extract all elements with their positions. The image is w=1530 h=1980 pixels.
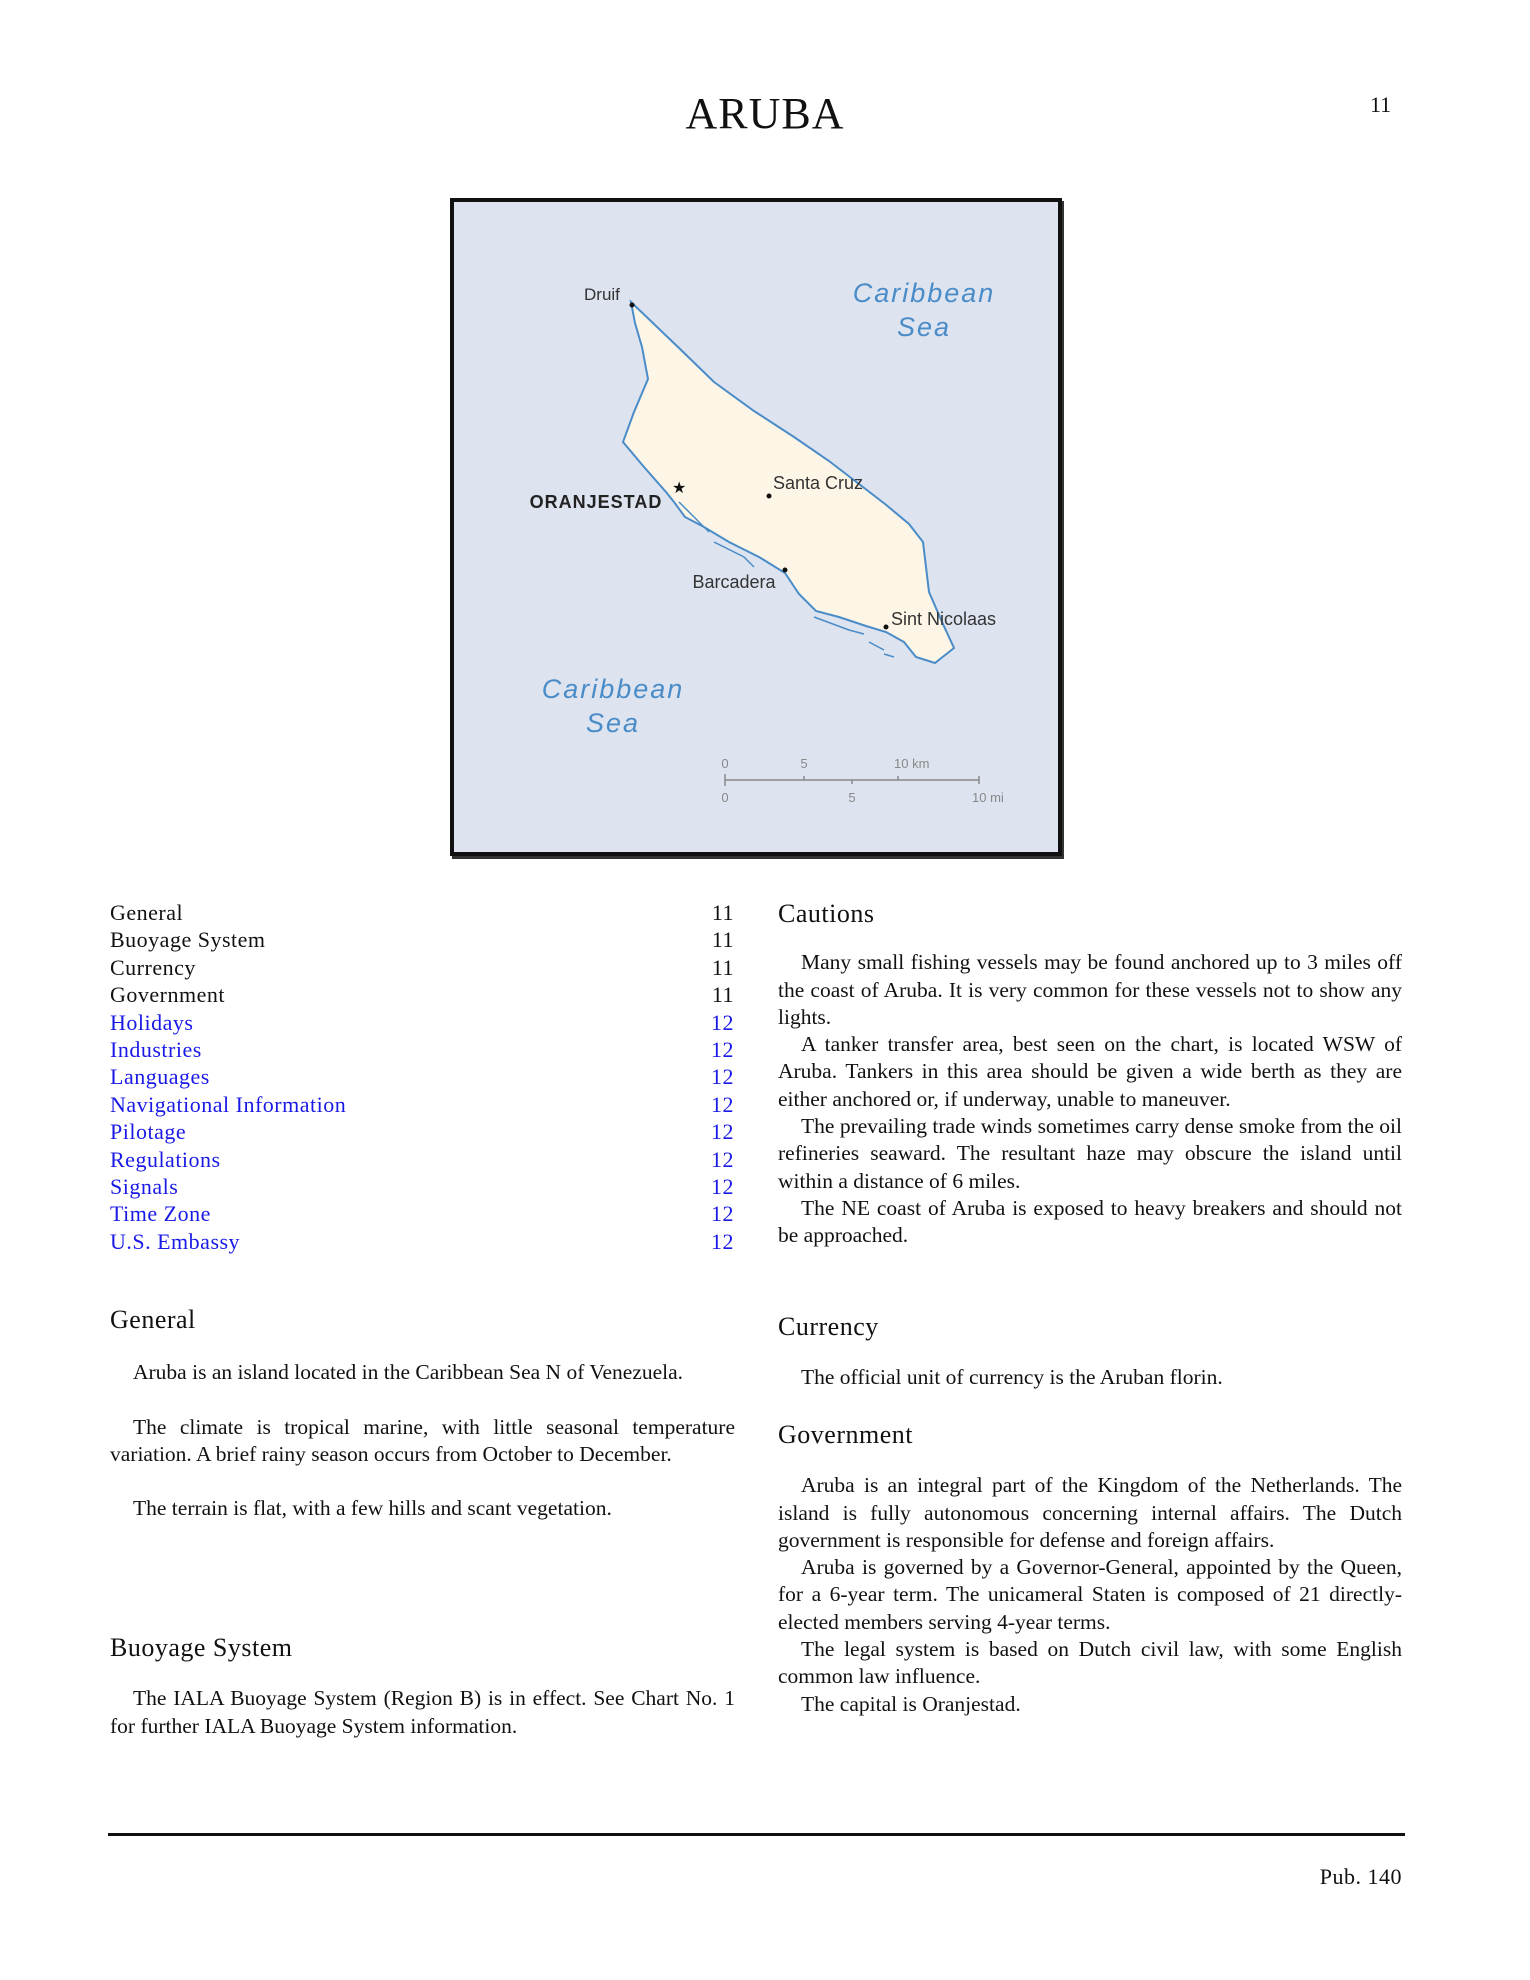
barcadera-label: Barcadera [692, 572, 776, 592]
toc-item-label: General [110, 900, 184, 925]
paragraph: The legal system is based on Dutch civil law, with some English common law influence. [778, 1637, 1402, 1689]
page-number: 11 [1370, 92, 1392, 117]
paragraph: Many small fishing vessels may be found anchored up to 3 miles off the coast of Aruba. It is very common for these vessels not to show any lights. [778, 950, 1402, 1029]
toc-item [110, 899, 734, 926]
toc-item-label: Holidays [110, 1009, 194, 1035]
buoyage-heading: Buoyage System [110, 1633, 293, 1662]
section-buoyage-system [110, 1634, 735, 1740]
toc-item-label: Time Zone [110, 1201, 211, 1227]
toc-item[interactable] [110, 1146, 734, 1173]
paragraph: The terrain is flat, with a few hills and scant vegetation. [133, 1496, 612, 1521]
paragraph: The IALA Buoyage System (Region B) is in effect. See Chart No. 1 for further IALA Buoyage System information. [110, 1686, 735, 1738]
page-title: ARUBA [685, 89, 845, 138]
toc-item-label: Signals [110, 1173, 179, 1199]
toc-item[interactable] [110, 1091, 734, 1118]
toc-item-label: Buoyage System [110, 927, 266, 953]
toc-item-label: U.S. Embassy [110, 1228, 241, 1254]
scale-km-10: 10 km [894, 756, 930, 771]
paragraph: The NE coast of Aruba is exposed to heavy breakers and should not be approached. [778, 1195, 1402, 1248]
toc-item-label: Navigational Information [110, 1091, 347, 1117]
paragraph: The climate is tropical marine, with little seasonal temperature variation. A brief rainy season occurs from October to December. [110, 1414, 735, 1466]
paragraph: Aruba is governed by a Governor-General, appointed by the Queen, for a 6-year term. The unicameral Staten is composed of 21 directly-elected members serving 4-year terms. [778, 1555, 1402, 1634]
section-government [778, 1421, 1402, 1718]
scale-km-5: 5 [800, 756, 808, 771]
sea-label-ne-1: Caribbean [852, 278, 996, 308]
toc-item[interactable] [110, 1173, 734, 1200]
capital-star-icon: ★ [672, 480, 687, 497]
druif-label: Druif [584, 285, 620, 304]
toc-item[interactable] [110, 1036, 734, 1063]
toc-item[interactable] [110, 1228, 734, 1255]
cautions-heading: Cautions [778, 899, 875, 928]
toc-item-label: Government [110, 982, 225, 1008]
section-general [110, 1306, 735, 1522]
toc-item-page: 11 [711, 900, 734, 925]
toc-item-page: 11 [711, 982, 734, 1008]
scale-mi-0: 0 [721, 790, 729, 805]
toc-item-page: 12 [711, 1119, 734, 1145]
toc-item-page: 12 [711, 1146, 734, 1172]
footer-divider [108, 1833, 1405, 1836]
sea-label-sw-1: Caribbean [541, 674, 685, 704]
sea-label-sw-2: Sea [585, 708, 641, 738]
scale-km-0: 0 [721, 756, 729, 771]
paragraph: The capital is Oranjestad. [801, 1691, 1021, 1716]
toc-item-label: Industries [110, 1036, 202, 1062]
toc-item-label: Pilotage [110, 1119, 187, 1145]
toc-item[interactable] [110, 1118, 734, 1145]
sint-nicolaas-dot [884, 625, 889, 630]
section-cautions [778, 900, 1402, 1250]
toc-item-page: 11 [711, 927, 734, 953]
scale-mi-5: 5 [848, 790, 856, 805]
toc-item-page: 12 [711, 1091, 734, 1117]
toc-item-page: 12 [711, 1228, 734, 1254]
toc-item [110, 926, 734, 953]
toc-item [110, 954, 734, 981]
general-heading: General [110, 1305, 196, 1334]
paragraph: A tanker transfer area, best seen on the chart, is located WSW of Aruba. Tankers in this area should be given a wide berth as they are either anchored or, if underway, unable to maneuver. [778, 1032, 1402, 1111]
currency-heading: Currency [778, 1312, 879, 1341]
toc-item[interactable] [110, 1063, 734, 1090]
paragraph: Aruba is an integral part of the Kingdom of the Netherlands. The island is fully autonomous concerning internal affairs. The Dutch government is responsible for defense and foreign affairs. [778, 1473, 1402, 1552]
scale-mi-10: 10 mi [972, 790, 1004, 805]
druif-dot [630, 303, 635, 308]
government-heading: Government [778, 1420, 913, 1449]
publication-label: Pub. 140 [1319, 1864, 1402, 1889]
santa-cruz-label: Santa Cruz [773, 473, 864, 493]
toc-item[interactable] [110, 1009, 734, 1036]
toc-item-page: 12 [711, 1036, 734, 1062]
table-of-contents [110, 899, 734, 1255]
barcadera-dot [783, 568, 788, 573]
toc-item-page: 12 [711, 1173, 734, 1199]
scale-bar [725, 774, 979, 786]
paragraph: The official unit of currency is the Aruban florin. [801, 1365, 1223, 1390]
paragraph: Aruba is an island located in the Caribbean Sea N of Venezuela. [133, 1360, 684, 1385]
santa-cruz-dot [767, 494, 772, 499]
toc-item-label: Currency [110, 954, 196, 980]
toc-item-label: Regulations [110, 1146, 221, 1172]
oranjestad-label: ORANJESTAD [529, 492, 663, 512]
sea-label-ne-2: Sea [896, 312, 952, 342]
sint-nicolaas-label: Sint Nicolaas [891, 609, 997, 629]
toc-item-page: 11 [711, 954, 734, 980]
toc-item-page: 12 [711, 1009, 734, 1035]
section-currency [778, 1313, 1402, 1392]
toc-item-page: 12 [711, 1201, 734, 1227]
aruba-map [450, 198, 1062, 856]
toc-item-label: Languages [110, 1064, 210, 1090]
toc-item-page: 12 [711, 1064, 734, 1090]
toc-item [110, 981, 734, 1008]
toc-item[interactable] [110, 1200, 734, 1227]
paragraph: The prevailing trade winds sometimes carry dense smoke from the oil refineries seaward. The resultant haze may obscure the island until within a distance of 6 miles. [778, 1114, 1402, 1193]
